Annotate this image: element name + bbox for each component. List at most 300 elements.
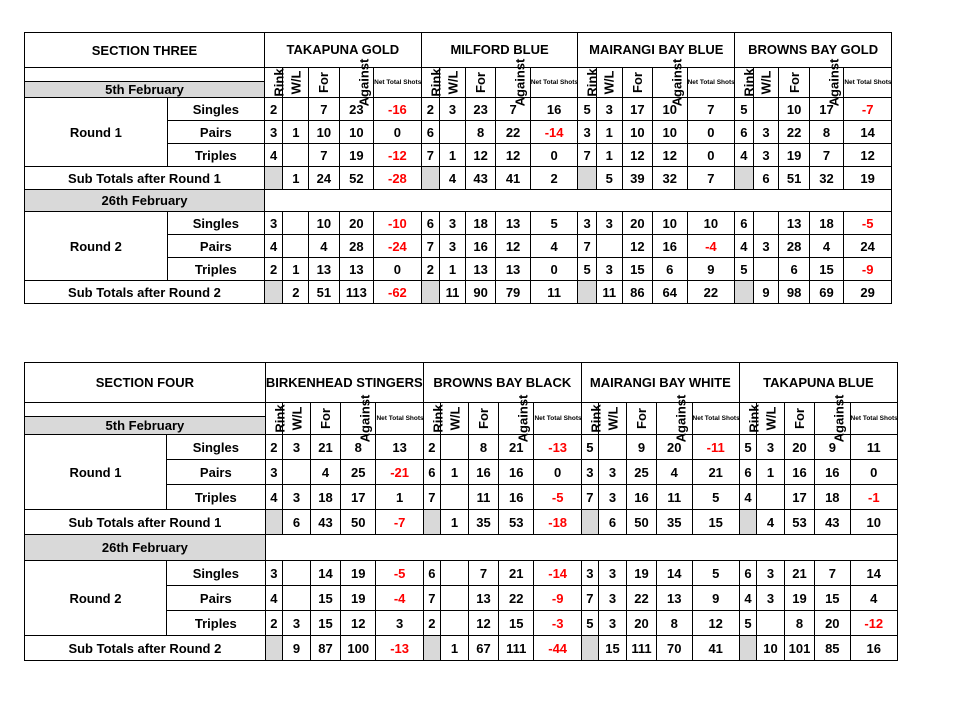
score-cell: 16: [626, 485, 656, 510]
column-header: [341, 394, 376, 443]
score-cell: 12: [622, 235, 652, 258]
column-header-label: W/L: [763, 406, 779, 431]
column-header: [692, 403, 739, 435]
score-cell: 12: [466, 144, 496, 167]
subtotal-cell: 15: [692, 510, 739, 535]
subtotal-cell: 9: [753, 281, 779, 304]
game-row: [25, 98, 892, 121]
round-date: 5th February: [25, 82, 265, 98]
score-cell: 8: [809, 121, 844, 144]
score-cell: 20: [622, 212, 652, 235]
score-cell: 2: [264, 258, 282, 281]
score-cell: 6: [735, 212, 753, 235]
score-cell: 23: [339, 98, 374, 121]
score-cell: 3: [440, 212, 466, 235]
subtotal-cell: 43: [815, 510, 850, 535]
subtotal-cell: -44: [534, 636, 581, 661]
score-cell: 6: [739, 561, 756, 586]
subtotal-row: [25, 167, 892, 190]
column-header-row: [25, 68, 892, 82]
date-row-blank: [264, 190, 891, 212]
subtotal-cell: 79: [496, 281, 531, 304]
column-header-label: Rink: [588, 404, 604, 433]
score-cell: 21: [310, 435, 340, 460]
subtotal-cell: 32: [652, 167, 687, 190]
score-cell: [282, 460, 310, 485]
score-cell: 6: [421, 212, 439, 235]
score-cell: 9: [687, 258, 735, 281]
score-cell: 3: [596, 98, 622, 121]
subtotal-cell: 100: [341, 636, 376, 661]
game-row: [25, 435, 898, 460]
column-header-label: Net Total Shots: [374, 79, 422, 86]
score-cell: 15: [310, 611, 340, 636]
score-cell: 4: [264, 144, 282, 167]
score-cell: 1: [376, 485, 423, 510]
subtotal-cell: 87: [310, 636, 340, 661]
column-header: [652, 58, 687, 107]
subtotal-cell: 11: [440, 281, 466, 304]
column-header-label: Against: [355, 58, 371, 107]
game-row: [25, 212, 892, 235]
score-cell: 4: [739, 485, 756, 510]
subtotal-cell: 101: [784, 636, 814, 661]
score-cell: 17: [784, 485, 814, 510]
score-cell: 16: [499, 460, 534, 485]
score-cell: 1: [283, 121, 309, 144]
score-cell: 4: [657, 460, 692, 485]
column-header-label: Against: [357, 394, 373, 443]
score-cell: 14: [657, 561, 692, 586]
round-label: Round 2: [25, 561, 167, 636]
score-cell: 10: [652, 121, 687, 144]
round-date: 26th February: [25, 190, 265, 212]
score-cell: 3: [440, 98, 466, 121]
score-cell: 2: [421, 258, 439, 281]
score-cell: 8: [468, 435, 498, 460]
score-cell: 16: [815, 460, 850, 485]
column-header-label: Against: [512, 58, 528, 107]
round-date: 26th February: [25, 535, 266, 561]
score-cell: -9: [844, 258, 892, 281]
score-cell: 13: [779, 212, 809, 235]
score-cell: 7: [496, 98, 531, 121]
subtotal-cell: 6: [753, 167, 779, 190]
score-cell: [283, 235, 309, 258]
score-cell: 5: [735, 258, 753, 281]
score-cell: 2: [265, 611, 282, 636]
score-cell: 7: [581, 586, 598, 611]
column-header: [530, 68, 578, 98]
subtotal-cell: 51: [779, 167, 809, 190]
column-header-label: Against: [831, 394, 847, 443]
score-cell: 3: [757, 586, 785, 611]
column-header-label: For: [317, 408, 333, 429]
score-cell: 8: [466, 121, 496, 144]
column-header-label: Net Total Shots: [530, 79, 579, 86]
score-cell: 7: [421, 144, 439, 167]
score-cell: 20: [339, 212, 374, 235]
score-cell: 3: [753, 144, 779, 167]
score-cell: 22: [626, 586, 656, 611]
team-header: TAKAPUNA BLUE: [739, 363, 897, 403]
score-cell: 1: [596, 121, 622, 144]
score-cell: 3: [599, 586, 627, 611]
column-header: [423, 403, 446, 435]
score-cell: 19: [784, 586, 814, 611]
score-cell: 3: [282, 435, 310, 460]
date-row: [25, 190, 892, 212]
subtotal-cell: 85: [815, 636, 850, 661]
column-header: [339, 58, 374, 107]
score-cell: 21: [692, 460, 739, 485]
column-header: [626, 403, 656, 435]
column-header-label: W/L: [445, 70, 461, 95]
score-cell: 10: [622, 121, 652, 144]
score-cell: 7: [581, 485, 598, 510]
score-cell: -5: [376, 561, 423, 586]
column-header-label: W/L: [288, 406, 304, 431]
subtotal-cell: 70: [657, 636, 692, 661]
score-cell: 28: [339, 235, 374, 258]
subtotal-cell: [739, 636, 756, 661]
column-header: [310, 403, 340, 435]
score-cell: 1: [283, 258, 309, 281]
score-cell: 14: [310, 561, 340, 586]
team-header: MAIRANGI BAY WHITE: [581, 363, 739, 403]
score-cell: 1: [757, 460, 785, 485]
subtotal-cell: 69: [809, 281, 844, 304]
subtotal-cell: 98: [779, 281, 809, 304]
score-cell: 0: [530, 258, 578, 281]
score-cell: 19: [626, 561, 656, 586]
column-header-label: For: [792, 408, 808, 429]
subtotal-row: [25, 281, 892, 304]
subtotal-cell: [735, 167, 753, 190]
score-cell: [440, 485, 468, 510]
subtotal-cell: 24: [309, 167, 339, 190]
subtotal-cell: 41: [496, 167, 531, 190]
score-cell: 4: [735, 235, 753, 258]
score-cell: 11: [468, 485, 498, 510]
score-cell: 20: [815, 611, 850, 636]
score-cell: 7: [423, 586, 440, 611]
column-header: [622, 68, 652, 98]
subtotal-cell: 2: [283, 281, 309, 304]
round-label: Round 1: [25, 98, 168, 167]
subtotal-cell: 32: [809, 167, 844, 190]
column-header-label: For: [786, 72, 802, 93]
subtotal-cell: 39: [622, 167, 652, 190]
column-header: [578, 68, 600, 98]
score-cell: 12: [692, 611, 739, 636]
score-cell: 16: [784, 460, 814, 485]
column-header: [844, 68, 892, 98]
column-header: [657, 394, 692, 443]
subtotal-cell: [578, 281, 596, 304]
score-cell: 8: [784, 611, 814, 636]
score-cell: -11: [692, 435, 739, 460]
score-cell: [283, 98, 309, 121]
subtotal-cell: -7: [376, 510, 423, 535]
score-cell: 1: [440, 144, 466, 167]
score-cell: -12: [850, 611, 897, 636]
score-cell: 23: [466, 98, 496, 121]
date-row-blank: [265, 535, 897, 561]
game-type: Singles: [166, 435, 265, 460]
game-type: Pairs: [166, 460, 265, 485]
score-cell: 10: [652, 212, 687, 235]
score-cell: 1: [440, 460, 468, 485]
column-header-label: Net Total Shots: [850, 415, 898, 422]
score-cell: 10: [652, 98, 687, 121]
subtotal-cell: 7: [687, 167, 735, 190]
score-cell: 0: [687, 121, 735, 144]
column-header: [283, 68, 309, 98]
score-cell: 14: [844, 121, 892, 144]
column-header-label: W/L: [758, 70, 774, 95]
column-header: [596, 68, 622, 98]
subtotal-cell: 22: [687, 281, 735, 304]
score-cell: 3: [282, 611, 310, 636]
score-cell: 20: [784, 435, 814, 460]
score-cell: -5: [844, 212, 892, 235]
score-cell: 3: [578, 121, 596, 144]
game-type: Singles: [167, 212, 264, 235]
score-cell: 3: [599, 485, 627, 510]
score-cell: 17: [341, 485, 376, 510]
column-header-row: [25, 403, 898, 417]
score-cell: -14: [530, 121, 578, 144]
score-cell: 12: [652, 144, 687, 167]
column-header-label: Net Total Shots: [692, 415, 740, 422]
subtotal-cell: 53: [784, 510, 814, 535]
score-cell: -4: [376, 586, 423, 611]
score-cell: [753, 212, 779, 235]
score-cell: [753, 98, 779, 121]
score-cell: 3: [376, 611, 423, 636]
score-cell: 16: [652, 235, 687, 258]
subtotal-cell: [423, 510, 440, 535]
column-header: [687, 68, 735, 98]
score-cell: 1: [440, 258, 466, 281]
round-label: Round 2: [25, 212, 168, 281]
score-cell: 19: [779, 144, 809, 167]
score-cell: 25: [626, 460, 656, 485]
score-cell: 12: [496, 235, 531, 258]
subtotal-cell: 43: [466, 167, 496, 190]
score-cell: 18: [310, 485, 340, 510]
subtotal-cell: -28: [374, 167, 422, 190]
subtotal-cell: -13: [376, 636, 423, 661]
subtotal-cell: 1: [283, 167, 309, 190]
score-cell: 7: [578, 235, 596, 258]
subtotal-cell: [264, 281, 282, 304]
subtotal-cell: 4: [757, 510, 785, 535]
column-header-label: Rink: [584, 68, 600, 97]
column-header: [581, 403, 604, 435]
score-cell: 0: [374, 258, 422, 281]
score-cell: 3: [265, 561, 282, 586]
score-cell: 7: [309, 144, 339, 167]
score-cell: 10: [309, 212, 339, 235]
score-cell: 3: [753, 235, 779, 258]
score-cell: 12: [844, 144, 892, 167]
score-cell: 9: [626, 435, 656, 460]
score-cell: 4: [264, 235, 282, 258]
score-cell: 4: [809, 235, 844, 258]
date-row: [25, 535, 898, 561]
score-cell: [283, 212, 309, 235]
game-type: Pairs: [167, 235, 264, 258]
subtotal-cell: 43: [310, 510, 340, 535]
score-cell: [440, 435, 468, 460]
score-cell: 21: [499, 435, 534, 460]
score-cell: 19: [341, 561, 376, 586]
column-header-label: For: [475, 408, 491, 429]
subtotal-cell: 52: [339, 167, 374, 190]
score-cell: 6: [423, 460, 440, 485]
subtotal-cell: [581, 510, 598, 535]
subtotal-cell: [423, 636, 440, 661]
score-cell: [596, 235, 622, 258]
game-type: Singles: [166, 561, 265, 586]
score-cell: -5: [534, 485, 581, 510]
subtotal-cell: 10: [757, 636, 785, 661]
score-cell: 3: [757, 435, 785, 460]
section-four-table: [24, 362, 898, 661]
score-cell: 13: [657, 586, 692, 611]
score-cell: 21: [499, 561, 534, 586]
column-header: [753, 68, 779, 98]
score-cell: 22: [496, 121, 531, 144]
score-cell: 15: [815, 586, 850, 611]
subtotal-cell: -18: [534, 510, 581, 535]
score-cell: 24: [844, 235, 892, 258]
score-cell: 13: [466, 258, 496, 281]
section-title: SECTION FOUR: [25, 363, 266, 403]
score-cell: 4: [310, 460, 340, 485]
subtotal-cell: [421, 281, 439, 304]
column-header: [421, 68, 444, 98]
subtotal-cell: 86: [622, 281, 652, 304]
score-cell: 4: [735, 144, 753, 167]
score-cell: 3: [265, 460, 282, 485]
score-cell: 17: [622, 98, 652, 121]
game-type: Pairs: [167, 121, 264, 144]
column-header: [374, 68, 422, 98]
score-cell: 18: [815, 485, 850, 510]
score-cell: 2: [423, 611, 440, 636]
subtotal-cell: 90: [466, 281, 496, 304]
score-cell: -16: [374, 98, 422, 121]
subtotal-cell: 67: [468, 636, 498, 661]
subtotal-cell: [581, 636, 598, 661]
score-cell: 9: [692, 586, 739, 611]
subtotal-cell: [735, 281, 753, 304]
score-cell: [757, 611, 785, 636]
column-header-label: Rink: [271, 68, 287, 97]
column-header: [264, 68, 287, 98]
score-cell: 3: [440, 235, 466, 258]
score-cell: 13: [468, 586, 498, 611]
score-cell: [283, 144, 309, 167]
score-cell: 7: [423, 485, 440, 510]
subtotal-cell: 15: [599, 636, 627, 661]
score-cell: 11: [850, 435, 897, 460]
column-header-label: Net Total Shots: [376, 415, 424, 422]
score-cell: 4: [265, 586, 282, 611]
score-cell: 28: [779, 235, 809, 258]
column-header-label: Against: [669, 58, 685, 107]
subtotal-cell: [421, 167, 439, 190]
column-header: [779, 68, 809, 98]
score-cell: 4: [309, 235, 339, 258]
score-cell: 15: [809, 258, 844, 281]
score-cell: 7: [809, 144, 844, 167]
subtotal-cell: [265, 636, 282, 661]
subtotal-label: Sub Totals after Round 2: [25, 636, 266, 661]
subtotal-cell: 16: [850, 636, 897, 661]
score-cell: 10: [687, 212, 735, 235]
score-cell: 3: [264, 212, 282, 235]
score-cell: 20: [657, 435, 692, 460]
score-cell: -10: [374, 212, 422, 235]
score-cell: 0: [850, 460, 897, 485]
subtotal-cell: -62: [374, 281, 422, 304]
subtotal-cell: [265, 510, 282, 535]
score-cell: 3: [264, 121, 282, 144]
team-header: BROWNS BAY GOLD: [735, 33, 892, 68]
subtotal-row: [25, 636, 898, 661]
score-cell: 9: [815, 435, 850, 460]
score-cell: 5: [739, 611, 756, 636]
column-header-label: Against: [826, 58, 842, 107]
subtotal-cell: 50: [626, 510, 656, 535]
score-cell: 19: [341, 586, 376, 611]
column-header: [534, 403, 581, 435]
team-header: BROWNS BAY BLACK: [423, 363, 581, 403]
score-cell: 7: [815, 561, 850, 586]
score-cell: 7: [578, 144, 596, 167]
game-type: Triples: [166, 485, 265, 510]
score-cell: 13: [496, 258, 531, 281]
score-cell: 0: [534, 460, 581, 485]
score-cell: [440, 611, 468, 636]
score-cell: 14: [850, 561, 897, 586]
score-cell: 3: [599, 561, 627, 586]
score-cell: 21: [784, 561, 814, 586]
column-header: [815, 394, 850, 443]
score-cell: 10: [339, 121, 374, 144]
score-cell: 22: [779, 121, 809, 144]
subtotal-cell: [264, 167, 282, 190]
score-cell: 3: [599, 460, 627, 485]
score-cell: 5: [739, 435, 756, 460]
score-cell: 19: [339, 144, 374, 167]
subtotal-cell: 6: [282, 510, 310, 535]
game-type: Triples: [167, 258, 264, 281]
score-cell: -7: [844, 98, 892, 121]
section-header-row: [25, 33, 892, 68]
column-header: [739, 403, 762, 435]
score-cell: 5: [530, 212, 578, 235]
score-cell: 3: [282, 485, 310, 510]
score-cell: 5: [692, 561, 739, 586]
column-header-label: Rink: [741, 68, 757, 97]
column-header-label: Against: [515, 394, 531, 443]
team-header: MAIRANGI BAY BLUE: [578, 33, 735, 68]
